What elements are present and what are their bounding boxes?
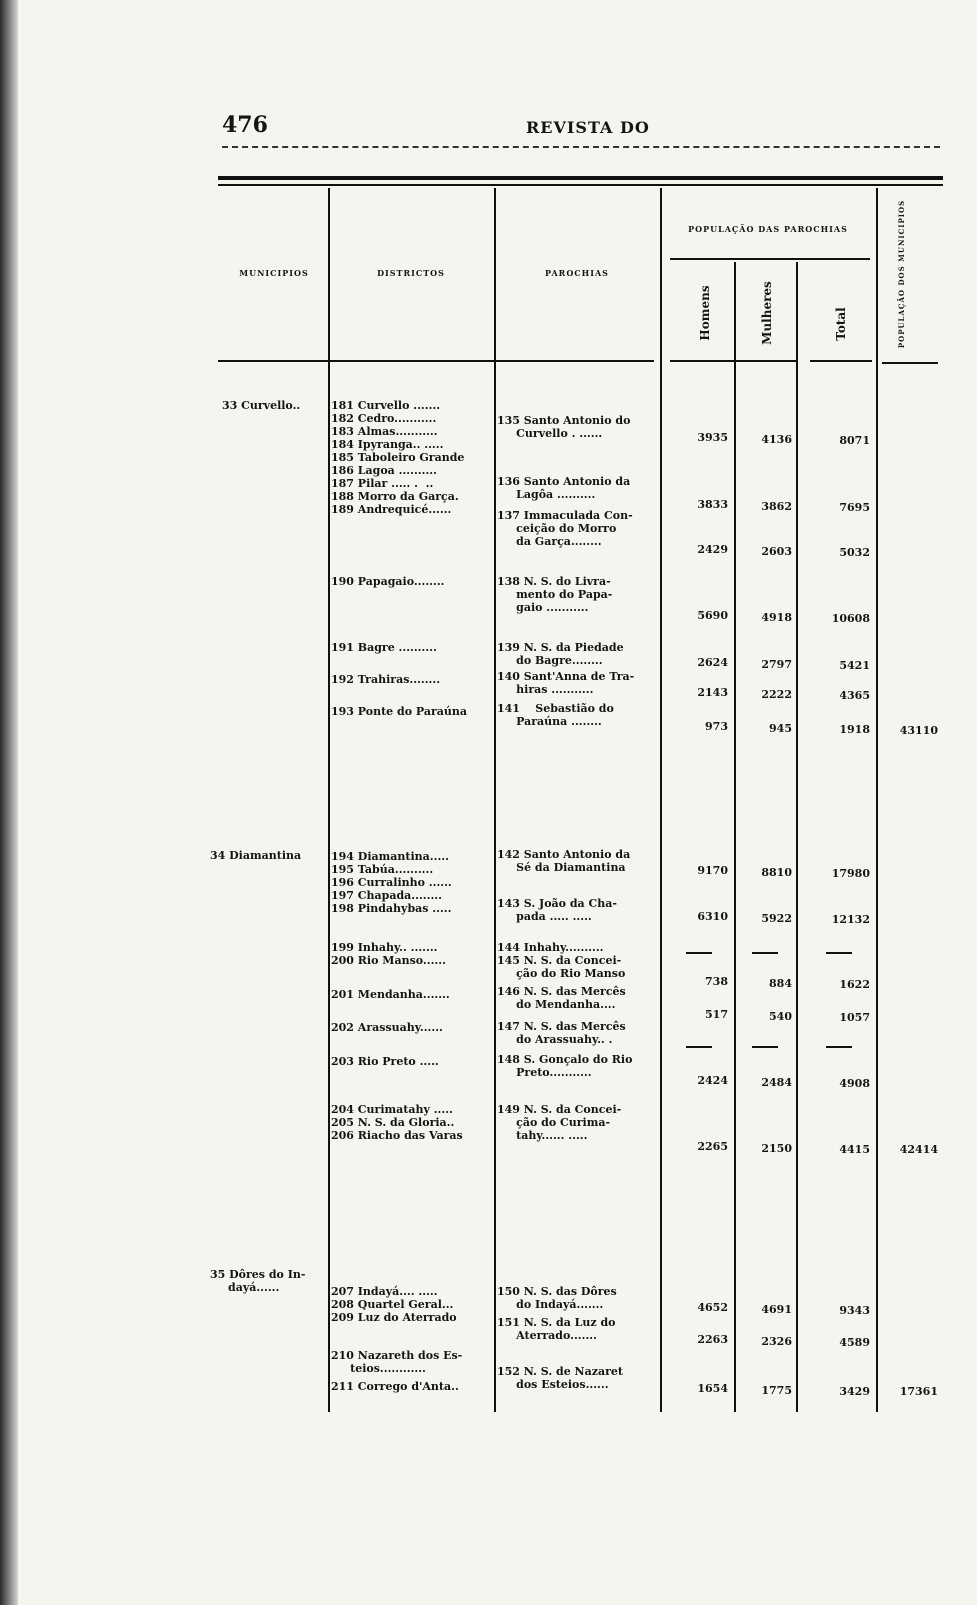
parochia-cell: 151 N. S. da Luz do xyxy=(497,1316,616,1329)
table-top-rule-thin xyxy=(218,184,943,186)
mulheres-value: 2150 xyxy=(761,1142,792,1155)
municipio-name-line1: 35 Dôres do In- xyxy=(210,1268,306,1281)
homens-value: 973 xyxy=(705,720,728,733)
mulheres-value: 2797 xyxy=(761,658,792,671)
parochia-cell: 141 Sebastião do xyxy=(497,702,614,715)
total-value: 1057 xyxy=(839,1011,870,1024)
mulheres-value: 2603 xyxy=(761,545,792,558)
page-number: 476 xyxy=(222,112,268,138)
total-value: 1622 xyxy=(839,978,870,991)
col-divider-4 xyxy=(734,262,736,1412)
homens-value: 738 xyxy=(705,975,728,988)
parochia-cell: 142 Santo Antonio da xyxy=(497,848,631,861)
total-value: 10608 xyxy=(831,612,870,625)
distrito-cell: 208 Quartel Geral... xyxy=(331,1298,454,1311)
distrito-cell: 188 Morro da Garça. xyxy=(331,490,459,503)
header-parochias: PAROCHIAS xyxy=(545,268,609,278)
populacao-municipio-value: 17361 xyxy=(899,1385,938,1398)
empty-value-dash xyxy=(826,1046,852,1048)
distrito-cell: teios............ xyxy=(331,1362,426,1375)
mulheres-value: 2222 xyxy=(761,688,792,701)
empty-value-dash xyxy=(686,1046,712,1048)
homens-value: 2265 xyxy=(697,1140,728,1153)
parochia-cell: tahy...... ..... xyxy=(497,1129,588,1142)
total-value: 4589 xyxy=(839,1336,870,1349)
mulheres-value: 1775 xyxy=(761,1384,792,1397)
mulheres-value: 8810 xyxy=(761,866,792,879)
distrito-cell: 211 Corrego d'Anta.. xyxy=(331,1380,459,1393)
parochia-cell: 146 N. S. das Mercês xyxy=(497,985,626,998)
distrito-cell: 207 Indayá.... ..... xyxy=(331,1285,438,1298)
homens-value: 2143 xyxy=(697,686,728,699)
parochia-cell: Aterrado....... xyxy=(497,1329,597,1342)
header-rule xyxy=(222,146,940,148)
parochia-cell: do Bagre........ xyxy=(497,654,603,667)
parochia-cell: 149 N. S. da Concei- xyxy=(497,1103,622,1116)
empty-value-dash xyxy=(686,952,712,954)
parochia-cell: Preto........... xyxy=(497,1066,592,1079)
distrito-cell: 203 Rio Preto ..... xyxy=(331,1055,439,1068)
parochia-cell: 144 Inhahy.......... xyxy=(497,941,604,954)
distrito-cell: 186 Lagoa .......... xyxy=(331,464,437,477)
distrito-cell: 187 Pilar ..... . .. xyxy=(331,477,434,490)
parochia-cell: 137 Immaculada Con- xyxy=(497,509,633,522)
parochia-cell: ção do Curima- xyxy=(497,1116,611,1129)
distrito-cell: 209 Luz do Aterrado xyxy=(331,1311,457,1324)
header-mulheres: Mulheres xyxy=(760,281,774,345)
total-value: 3429 xyxy=(839,1385,870,1398)
parochia-cell: mento do Papa- xyxy=(497,588,613,601)
total-value: 5032 xyxy=(839,546,870,559)
distrito-cell: 194 Diamantina..... xyxy=(331,850,449,863)
homens-value: 4652 xyxy=(697,1301,728,1314)
mulheres-value: 884 xyxy=(769,977,792,990)
distrito-cell: 206 Riacho das Varas xyxy=(331,1129,463,1142)
homens-value: 3935 xyxy=(697,431,728,444)
distrito-cell: 183 Almas........... xyxy=(331,425,438,438)
parochia-cell: Sé da Diamantina xyxy=(497,861,626,874)
header-districtos: DISTRICTOS xyxy=(377,268,445,278)
parochia-cell: 148 S. Gonçalo do Rio xyxy=(497,1053,633,1066)
parochia-cell: 150 N. S. das Dôres xyxy=(497,1285,617,1298)
total-value: 17980 xyxy=(831,867,870,880)
total-value: 4415 xyxy=(839,1143,870,1156)
col-divider-5 xyxy=(796,262,798,1412)
total-value: 1918 xyxy=(839,723,870,736)
distrito-cell: 190 Papagaio........ xyxy=(331,575,445,588)
parochia-cell: 140 Sant'Anna de Tra- xyxy=(497,670,635,683)
municipio-name: 34 Diamantina xyxy=(210,849,302,862)
homens-value: 2429 xyxy=(697,543,728,556)
homens-value: 9170 xyxy=(697,864,728,877)
parochia-cell: do Mendanha.... xyxy=(497,998,616,1011)
mulheres-value: 2484 xyxy=(761,1076,792,1089)
parochia-cell: Paraúna ........ xyxy=(497,715,602,728)
empty-value-dash xyxy=(752,1046,778,1048)
distrito-cell: 189 Andrequicé...... xyxy=(331,503,452,516)
distrito-cell: 205 N. S. da Gloria.. xyxy=(331,1116,455,1129)
distrito-cell: 201 Mendanha....... xyxy=(331,988,450,1001)
parochia-cell: 143 S. João da Cha- xyxy=(497,897,617,910)
distrito-cell: 200 Rio Manso...... xyxy=(331,954,446,967)
header-total: Total xyxy=(834,307,848,341)
parochia-cell: ceição do Morro xyxy=(497,522,617,535)
distrito-cell: 204 Curimatahy ..... xyxy=(331,1103,453,1116)
table-top-rule xyxy=(218,176,943,180)
total-value: 12132 xyxy=(831,913,870,926)
header-bottom-rule-b xyxy=(670,360,798,362)
homens-value: 6310 xyxy=(697,910,728,923)
header-bottom-rule-d xyxy=(882,362,938,364)
homens-value: 3833 xyxy=(697,498,728,511)
homens-value: 2263 xyxy=(697,1333,728,1346)
parochia-cell: ção do Rio Manso xyxy=(497,967,626,980)
running-head: REVISTA DO xyxy=(526,118,650,137)
header-homens: Homens xyxy=(698,285,712,341)
distrito-cell: 193 Ponte do Paraúna xyxy=(331,705,468,718)
parochia-cell: 136 Santo Antonio da xyxy=(497,475,631,488)
parochia-cell: 147 N. S. das Mercês xyxy=(497,1020,626,1033)
mulheres-value: 5922 xyxy=(761,912,792,925)
distrito-cell: 202 Arassuahy...... xyxy=(331,1021,443,1034)
parochia-cell: 152 N. S. de Nazaret xyxy=(497,1365,623,1378)
parochia-cell: 135 Santo Antonio do xyxy=(497,414,631,427)
parochia-cell: 138 N. S. do Livra- xyxy=(497,575,611,588)
parochia-cell: do Arassuahy.. . xyxy=(497,1033,613,1046)
mulheres-value: 4691 xyxy=(761,1303,792,1316)
parochia-cell: gaio ........... xyxy=(497,601,589,614)
total-value: 4365 xyxy=(839,689,870,702)
distrito-cell: 184 Ipyranga.. ..... xyxy=(331,438,444,451)
parochia-cell: 139 N. S. da Piedade xyxy=(497,641,624,654)
empty-value-dash xyxy=(752,952,778,954)
distrito-cell: 199 Inhahy.. ....... xyxy=(331,941,438,954)
distrito-cell: 198 Pindahybas ..... xyxy=(331,902,452,915)
distrito-cell: 195 Tabúa.......... xyxy=(331,863,434,876)
header-populacao-municipios: POPULAÇÃO DOS MUNICIPIOS xyxy=(897,199,906,349)
parochia-cell: hiras ........... xyxy=(497,683,594,696)
homens-value: 5690 xyxy=(697,609,728,622)
header-populacao-parochias: POPULAÇÃO DAS PAROCHIAS xyxy=(688,224,848,234)
col-divider-3 xyxy=(660,188,662,1412)
col-divider-2 xyxy=(494,188,496,1412)
total-value: 8071 xyxy=(839,434,870,447)
homens-value: 517 xyxy=(705,1008,728,1021)
header-municipios: MUNICIPIOS xyxy=(239,268,309,278)
empty-value-dash xyxy=(826,952,852,954)
header-bottom-rule-a xyxy=(218,360,654,362)
distrito-cell: 192 Trahiras........ xyxy=(331,673,441,686)
homens-value: 2424 xyxy=(697,1074,728,1087)
mulheres-value: 4136 xyxy=(761,433,792,446)
mulheres-value: 4918 xyxy=(761,611,792,624)
distrito-cell: 181 Curvello ....... xyxy=(331,399,441,412)
homens-value: 2624 xyxy=(697,656,728,669)
col-divider-6 xyxy=(876,188,878,1412)
distrito-cell: 182 Cedro........... xyxy=(331,412,437,425)
total-value: 4908 xyxy=(839,1077,870,1090)
populacao-municipio-value: 42414 xyxy=(899,1143,938,1156)
parochia-cell: 145 N. S. da Concei- xyxy=(497,954,622,967)
distrito-cell: 185 Taboleiro Grande xyxy=(331,451,465,464)
parochia-cell: Lagôa .......... xyxy=(497,488,596,501)
parochia-cell: pada ..... ..... xyxy=(497,910,592,923)
mulheres-value: 3862 xyxy=(761,500,792,513)
parochia-cell: da Garça........ xyxy=(497,535,602,548)
municipio-name: 33 Curvello.. xyxy=(222,399,301,412)
total-value: 7695 xyxy=(839,501,870,514)
total-value: 9343 xyxy=(839,1304,870,1317)
populacao-municipio-value: 43110 xyxy=(899,724,938,737)
distrito-cell: 210 Nazareth dos Es- xyxy=(331,1349,463,1362)
parochia-cell: dos Esteios...... xyxy=(497,1378,609,1391)
total-value: 5421 xyxy=(839,659,870,672)
mulheres-value: 540 xyxy=(769,1010,792,1023)
subheader-rule xyxy=(670,258,870,260)
distrito-cell: 191 Bagre .......... xyxy=(331,641,437,654)
distrito-cell: 197 Chapada........ xyxy=(331,889,442,902)
parochia-cell: do Indayá....... xyxy=(497,1298,604,1311)
mulheres-value: 945 xyxy=(769,722,792,735)
col-divider-1 xyxy=(328,188,330,1412)
distrito-cell: 196 Curralinho ...... xyxy=(331,876,452,889)
homens-value: 1654 xyxy=(697,1382,728,1395)
parochia-cell: Curvello . ...... xyxy=(497,427,603,440)
mulheres-value: 2326 xyxy=(761,1335,792,1348)
scan-edge xyxy=(0,0,18,1605)
municipio-name-line2: dayá...... xyxy=(228,1281,280,1294)
